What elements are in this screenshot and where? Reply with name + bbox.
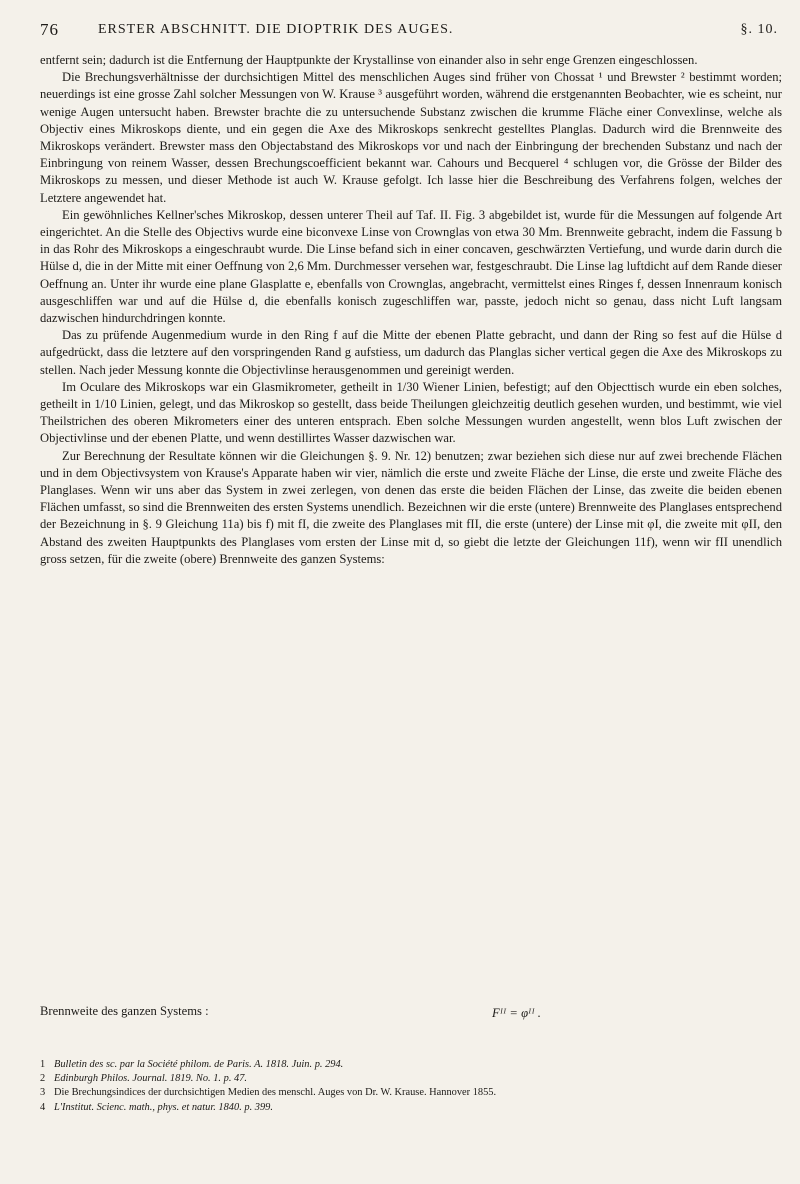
footnotes	[40, 1058, 782, 1115]
formula-equation: Fᴵᴵ = φᴵᴵ .	[492, 1006, 541, 1020]
running-header	[40, 20, 778, 44]
body-text	[40, 52, 782, 568]
paragraph: Zur Berechnung der Resultate können wir die Gleichungen §. 9. Nr. 12) benutzen; zwar beziehen sich diese nur auf zwei brechende Flächen und in dem Objectivsystem von Krause's Apparate haben wir vier, nämlich die erste und zweite Fläche der Linse, die erste und zweite Fläche des Planglases. Wenn wir uns aber das System in zwei zerlegen, von denen das erste die beiden Flächen der Linse, das zweite die beiden ebenen Flächen umfasst, so sind die Brennweiten des ersten Systems unendlich. Bezeichnen wir die erste (untere) Brennweite des Planglases entsprechend der Bezeichnung in §. 9 Gleichung 11a) bis f) mit fI, die zweite des Planglases mit fII, die erste (untere) der Linse mit φI, die zweite mit φII, den Abstand des zweiten Hauptpunkts des Planglases vom ersten der Linse mit d, so giebt die letzte der Gleichungen 11f), wenn wir fII unendlich gross setzen, für die zweite (obere) Brennweite des ganzen Systems:	[40, 448, 782, 566]
section-number: §. 10.	[740, 22, 778, 37]
footnote	[40, 1086, 782, 1100]
footnote-number: 3	[40, 1087, 46, 1099]
footnote-text: Die Brechungsindices der durchsichtigen Medien des menschl. Auges von Dr. W. Krause. Hannover 1855.	[54, 1087, 497, 1099]
paragraph: Im Oculare des Mikroskops war ein Glasmikrometer, getheilt in 1/30 Wiener Linien, befestigt; auf den Objecttisch wurde ein eben solches, getheilt in 1/10 Linien, gelegt, und das Mikroskop so gestellt, dass beide Theilungen gleichzeitig deutlich gesehen wurden, und bestimmt, wie viel Theilstrichen des oberen Mikrometers einer des unteren entsprach. Eben solche Messungen wurden angestellt, wenn blos Luft zwischen der Objectivlinse und der ebenen Platte, und wenn destillirtes Wasser dazwischen war.	[40, 379, 782, 446]
footnote-number: 2	[40, 1073, 46, 1085]
footnote-number: 4	[40, 1101, 46, 1113]
footnote	[40, 1058, 782, 1072]
footnote-text: L'Institut. Scienc. math., phys. et natur. 1840. p. 399.	[54, 1101, 273, 1113]
footnote	[40, 1101, 782, 1115]
footnote-number: 1	[40, 1059, 46, 1070]
running-title: ERSTER ABSCHNITT. DIE DIOPTRIK DES AUGES.	[98, 22, 454, 37]
footnote	[40, 1072, 782, 1086]
page-number: 76	[40, 20, 59, 39]
footnote-text: Bulletin des sc. par la Société philom. de Paris. A. 1818. Juin. p. 294.	[54, 1059, 344, 1070]
paragraph: Die Brechungsverhältnisse der durchsichtigen Mittel des menschlichen Auges sind früher von Chossat ¹ und Brewster ² bestimmt worden; neuerdings ist eine grosse Zahl solcher Messungen von W. Krause ³ ausgeführt worden, während die erstgenannten Beobachter, wie es scheint, nur wenige Augen untersucht haben. Brewster brachte die zu untersuchende Substanz zwischen die krumme Fläche einer Convexlinse, welche als Objectiv eines Mikroskops diente, und ein gegen die Axe des Mikroskops senkrecht gestelltes Planglas. Dadurch wird die Brennweite des Mikroskops verändert. Brewster mass den Objectabstand des Mikroskops vor und nach der Einbringung der brechenden Substanz und nach der Einbringung von reinem Wasser, dessen Brechungscoefficient bekannt war. Cahours und Becquerel ⁴ schlugen vor, die Grösse der Bilder des Mikroskops zu messen, und dieser Methode ist auch W. Krause gefolgt. Ich lasse hier die Beschreibung des Verfahrens folgen, welches der Letztere angewendet hat.	[40, 70, 782, 205]
paragraph: Das zu prüfende Augenmedium wurde in den Ring f auf die Mitte der ebenen Platte gebracht, und dann der Ring so fest auf die Hülse d aufgedrückt, dass die letztere auf den vorspringenden Rand g aufstiess, um dadurch das Planglas sicher vertical gegen die Axe des Mikroskops zu stellen. Nach jeder Messung konnte die Objectivlinse herausgenommen und gereinigt werden.	[40, 328, 782, 377]
paragraph: entfernt sein; dadurch ist die Entfernung der Hauptpunkte der Krystallinse von einander also in sehr enge Grenzen eingeschlossen.	[40, 53, 698, 67]
paragraph: Ein gewöhnliches Kellner'sches Mikroskop, dessen unterer Theil auf Taf. II. Fig. 3 abgebildet ist, wurde für die Messungen auf folgende Art eingerichtet. An die Stelle des Objectivs wurde eine biconvexe Linse von Crownglas von etwa 30 Mm. Brennweite gebracht, indem die Fassung b in das Rohr des Mikroskops a eingeschraubt wurde. Die Linse befand sich in einer concaven, geschwärzten Vertiefung, und wurde darin durch die Hülse d, die in der Mitte mit einer Oeffnung von 2,6 Mm. Durchmesser versehen war, festgeschraubt. Die Linse lag luftdicht auf dem Rande dieser Oeffnung an. Unter ihr wurde eine plane Glasplatte e, ebenfalls von Crownglas, angebracht, vermittelst eines Ringes f, dessen Innenraum konisch ausgeschliffen war und auf die Hülse d, die ebenfalls konisch zugeschliffen war, passte, jedoch nicht so genau, dass nicht Luft langsam dazwischen hindurchdringen konnte.	[40, 207, 782, 326]
formula-label: Brennweite des ganzen Systems :	[40, 1004, 209, 1018]
footnote-text: Edinburgh Philos. Journal. 1819. No. 1. p. 47.	[54, 1073, 247, 1085]
